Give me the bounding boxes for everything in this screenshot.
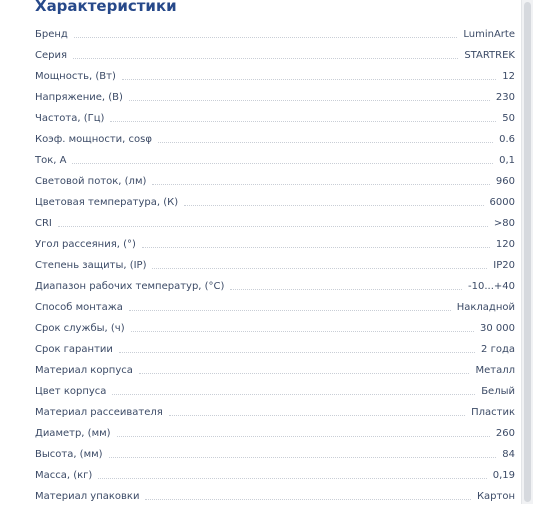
leader-dots xyxy=(142,247,490,248)
spec-row xyxy=(35,22,515,43)
scrollbar-thumb[interactable] xyxy=(524,2,531,502)
spec-label: Напряжение, (В) xyxy=(35,92,123,103)
spec-value: 0,19 xyxy=(492,470,515,481)
spec-row xyxy=(35,442,515,463)
spec-row xyxy=(35,148,515,169)
spec-label: Способ монтажа xyxy=(35,302,123,313)
spec-label: Цветовая температура, (К) xyxy=(35,197,179,208)
spec-value: 6000 xyxy=(489,197,515,208)
spec-value: -10...+40 xyxy=(468,281,515,292)
leader-dots xyxy=(152,268,487,269)
spec-value: Белый xyxy=(481,386,515,397)
spec-label: Масса, (кг) xyxy=(35,470,93,481)
spec-label: Высота, (мм) xyxy=(35,449,103,460)
spec-value: Накладной xyxy=(456,302,515,313)
spec-label: Материал корпуса xyxy=(35,365,133,376)
leader-dots xyxy=(73,58,458,59)
spec-label: Диапазон рабочих температур, (°С) xyxy=(35,281,225,292)
spec-label: Материал рассеивателя xyxy=(35,407,163,418)
spec-row xyxy=(35,337,515,358)
spec-row xyxy=(35,211,515,232)
spec-value: Пластик xyxy=(471,407,515,418)
spec-row xyxy=(35,463,515,484)
spec-label: Диаметр, (мм) xyxy=(35,428,111,439)
spec-value: 84 xyxy=(502,449,515,460)
spec-value: 12 xyxy=(502,71,515,82)
leader-dots xyxy=(152,184,490,185)
leader-dots xyxy=(74,37,458,38)
spec-value: STARTREK xyxy=(464,50,515,61)
spec-value: IP20 xyxy=(493,260,515,271)
spec-row xyxy=(35,358,515,379)
leader-dots xyxy=(109,457,497,458)
spec-row xyxy=(35,379,515,400)
leader-dots xyxy=(119,352,475,353)
spec-row xyxy=(35,127,515,148)
spec-label: Материал упаковки xyxy=(35,491,140,502)
spec-label: Степень защиты, (IP) xyxy=(35,260,147,271)
spec-value: 0,1 xyxy=(499,155,515,166)
spec-row xyxy=(35,484,515,505)
leader-dots xyxy=(184,205,483,206)
spec-row xyxy=(35,232,515,253)
spec-row xyxy=(35,190,515,211)
spec-label: Угол рассеяния, (°) xyxy=(35,239,136,250)
leader-dots xyxy=(169,415,465,416)
leader-dots xyxy=(122,79,496,80)
spec-row xyxy=(35,85,515,106)
spec-value: 2 года xyxy=(481,344,515,355)
spec-row xyxy=(35,316,515,337)
spec-label: Срок гарантии xyxy=(35,344,113,355)
spec-row xyxy=(35,295,515,316)
spec-value: Металл xyxy=(475,365,515,376)
spec-value: 230 xyxy=(495,92,515,103)
spec-row xyxy=(35,43,515,64)
leader-dots xyxy=(158,142,493,143)
leader-dots xyxy=(129,100,490,101)
leader-dots xyxy=(110,121,496,122)
spec-label: Бренд xyxy=(35,29,68,40)
vertical-scrollbar[interactable] xyxy=(521,0,533,504)
spec-label: Световой поток, (лм) xyxy=(35,176,147,187)
spec-label: Коэф. мощности, cosφ xyxy=(35,134,152,145)
spec-value: 260 xyxy=(495,428,515,439)
spec-label: Серия xyxy=(35,50,67,61)
leader-dots xyxy=(58,226,488,227)
leader-dots xyxy=(72,163,493,164)
spec-value: >80 xyxy=(493,218,515,229)
spec-label: Частота, (Гц) xyxy=(35,113,105,124)
leader-dots xyxy=(145,499,470,500)
spec-row xyxy=(35,106,515,127)
leader-dots xyxy=(131,331,474,332)
spec-label: CRI xyxy=(35,218,52,229)
leader-dots xyxy=(139,373,470,374)
spec-row xyxy=(35,421,515,442)
leader-dots xyxy=(117,436,490,437)
leader-dots xyxy=(98,478,486,479)
specifications-heading: Характеристики xyxy=(35,0,177,15)
spec-row xyxy=(35,274,515,295)
leader-dots xyxy=(129,310,451,311)
spec-label: Цвет корпуса xyxy=(35,386,107,397)
spec-row xyxy=(35,169,515,190)
spec-row xyxy=(35,400,515,421)
leader-dots xyxy=(112,394,475,395)
spec-value: 960 xyxy=(495,176,515,187)
specifications-list xyxy=(35,22,515,505)
spec-value: LuminArte xyxy=(463,29,515,40)
spec-label: Мощность, (Вт) xyxy=(35,71,116,82)
spec-value: Картон xyxy=(476,491,515,502)
leader-dots xyxy=(230,289,462,290)
spec-value: 0.6 xyxy=(499,134,515,145)
spec-label: Срок службы, (ч) xyxy=(35,323,125,334)
spec-row xyxy=(35,253,515,274)
spec-label: Ток, А xyxy=(35,155,67,166)
spec-value: 120 xyxy=(495,239,515,250)
spec-row xyxy=(35,64,515,85)
spec-value: 30 000 xyxy=(480,323,515,334)
spec-value: 50 xyxy=(502,113,515,124)
